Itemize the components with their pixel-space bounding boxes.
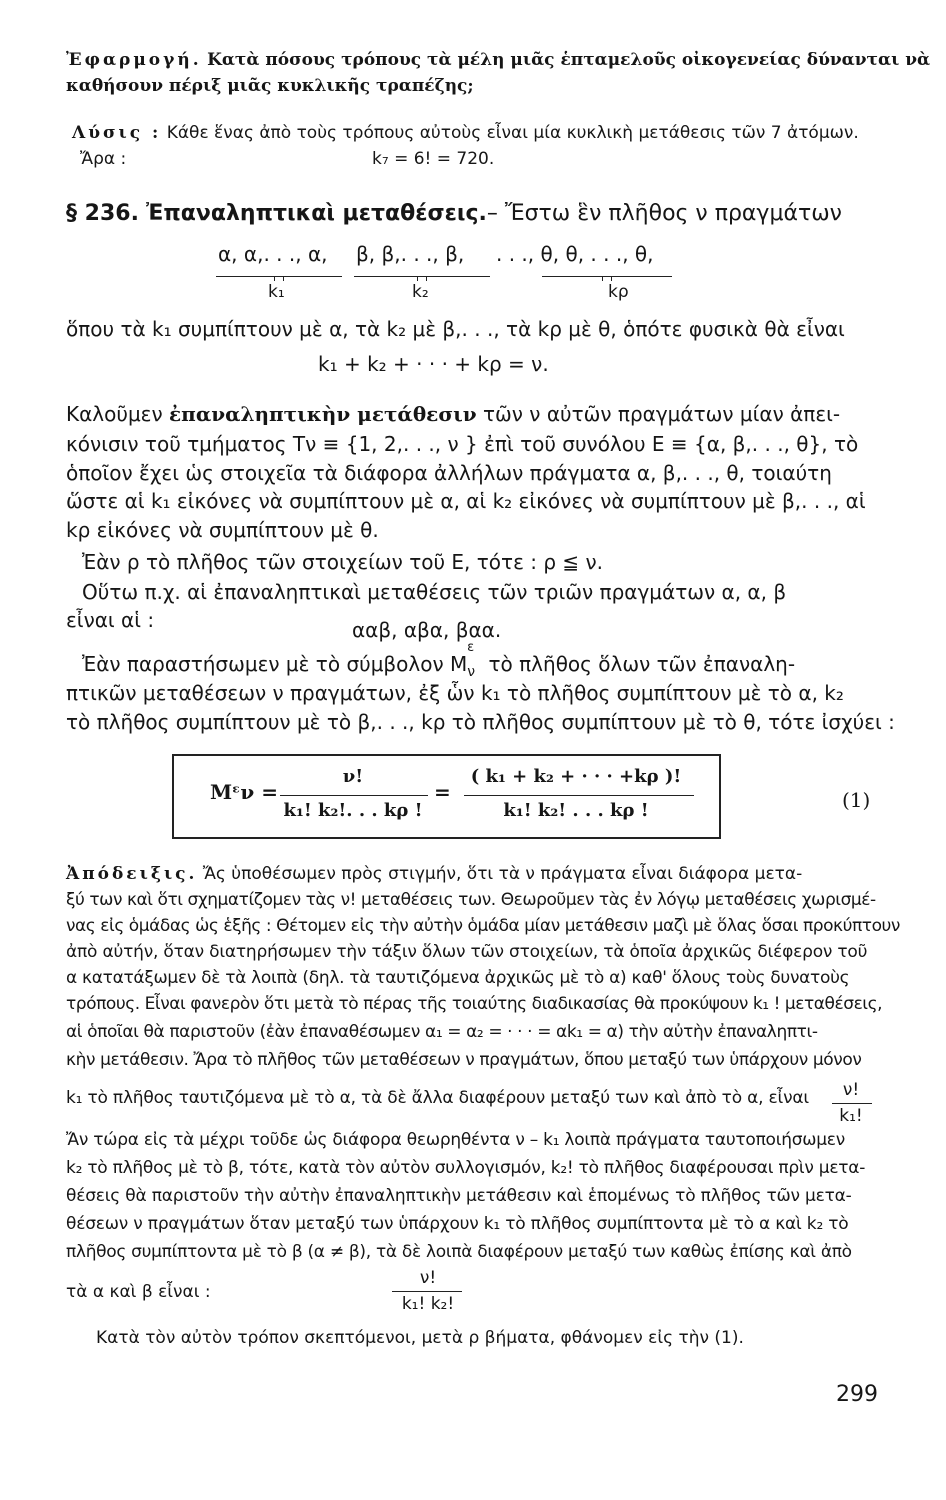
proof-line-3: νας εἰς ὁμάδας ὡς ἑξῆς : Θέτομεν εἰς τὴν αὐτὴν ὁμάδα μίαν μετάθεσιν μαζὶ μὲ ὅλας ὅσαι προκύπτουν <box>66 916 900 936</box>
symbol-line-3: τὸ πλῆθος συμπίπτουν μὲ τὸ β,. . ., kρ τὸ πλῆθος συμπίπτουν μὲ τὸ θ, τότε ἰσχύει : <box>66 710 895 734</box>
proof-text-1: Ἄς ὑποθέσωμεν πρὸς στιγμήν, ὅτι τὰ ν πράγματα εἶναι διάφορα μετα- <box>202 864 803 884</box>
solution-ara: Ἄρα : <box>80 149 127 169</box>
proof-fraction-2-bar <box>392 1291 462 1292</box>
symbol-line-2: πτικῶν μεταθέσεων ν πραγμάτων, ἐξ ὧν k₁ τὸ πλῆθος συμπίπτουν μὲ τὸ α, k₂ <box>66 681 844 705</box>
solution-label: Λύσις : <box>72 123 162 143</box>
definition-line-4: ὥστε αἱ k₁ εἰκόνες νὰ συμπίπτουν μὲ α, αἱ k₂ εἰκόνες νὰ συμπίπτουν μὲ β,. . ., αἱ <box>66 489 866 513</box>
proof-fraction-2-denominator: k₁! k₂! <box>401 1294 455 1314</box>
proof-line-2: ξύ των καὶ ὅτι σχηματίζομεν τὰς ν! μεταθέσεις των. Θεωροῦμεν τὰς ἐν λόγῳ μεταθέσεις χωρισμέ- <box>66 890 876 910</box>
formula-tag: (1) <box>842 788 871 812</box>
proof-line-15: τὰ α καὶ β εἶναι : <box>66 1282 211 1302</box>
formula-fraction-bar-2 <box>464 795 694 796</box>
proof-line-6: τρόπους. Εἶναι φανερὸν ὅτι μετὰ τὸ πέρας τῆς τοιαύτης διαδικασίας θὰ προκύψουν k₁ ! μεταθέσεις, <box>66 994 883 1014</box>
group-1-count: k₁ <box>268 282 285 302</box>
proof-fraction-1-bar <box>832 1103 872 1104</box>
proof-label: Ἀπόδειξις. <box>66 864 198 884</box>
application-text-1: Κατὰ πόσους τρόπους τὰ μέλη μιᾶς ἑπταμελοῦς οἰκογενείας δύνανται νὰ <box>207 50 931 70</box>
section-intro: – Ἔστω ἓν πλῆθος ν πραγμάτων <box>486 201 842 226</box>
proof-line-1 <box>66 864 802 884</box>
group-2-elements: β, β,. . ., β, <box>356 242 465 266</box>
underbrace-1 <box>216 270 342 277</box>
body-rho-line: Ἐὰν ρ τὸ πλῆθος τῶν στοιχείων τοῦ E, τότε : ρ ≦ ν. <box>82 550 604 574</box>
proof-line-4: ἀπὸ αὐτήν, ὅταν διατηρήσωμεν τὴν τάξιν ὅλων τῶν στοιχείων, τὰ ὁποῖα ἀρχικῶς διέφερον τοῦ <box>66 942 868 962</box>
formula-fraction-bar-1 <box>280 795 428 796</box>
proof-line-12: θέσεις θὰ παριστοῦν τὴν αὐτὴν ἐπαναληπτικὴν μετάθεσιν καὶ ἑπομένως τὸ πλῆθος τῶν μετα- <box>66 1186 852 1206</box>
proof-line-8: κὴν μετάθεσιν. Ἄρα τὸ πλῆθος τῶν μεταθέσεων ν πραγμάτων, ὅπου μεταξύ των ὑπάρχουν μόνον <box>66 1050 862 1070</box>
definition-line-5: kρ εἰκόνες νὰ συμπίπτουν μὲ θ. <box>66 518 379 542</box>
proof-line-7: αἱ ὁποῖαι θὰ παριστοῦν (ἐὰν ἐπαναθέσωμεν α₁ = α₂ = · · · = αk₁ = α) τὴν αὐτὴν ἐπαναληπτι- <box>66 1022 818 1042</box>
proof-fraction-2-numerator: ν! <box>419 1268 437 1288</box>
proof-line-11: k₂ τὸ πλῆθος μὲ τὸ β, τότε, κατὰ τὸν αὐτὸν συλλογισμόν, k₂! τὸ πλῆθος διαφέρουσαι πρὶν μετα- <box>66 1158 866 1178</box>
definition-line-3: ὁποῖον ἔχει ὡς στοιχεῖα τὰ διάφορα ἀλλήλων πράγματα α, β,. . ., θ, τοιαύτη <box>66 461 832 485</box>
page-number: 299 <box>836 1382 878 1407</box>
section-heading <box>66 201 842 226</box>
group-1-elements: α, α,. . ., α, <box>218 242 328 266</box>
sum-equation: k₁ + k₂ + · · · + kρ = ν. <box>318 352 549 376</box>
symbol-line-b: τὸ πλῆθος ὅλων τῶν ἐπαναλη- <box>488 652 796 676</box>
definition-line-1: Καλοῦμεν ἐπαναληπτικὴν μετάθεσιν τῶν ν αὐτῶν πραγμάτων μίαν ἀπει- <box>66 402 841 426</box>
definition-line-2: κόνισιν τοῦ τμήματος Tν ≡ {1, 2,. . ., ν } ἐπὶ τοῦ συνόλου E ≡ {α, β,. . ., θ}, τὸ <box>66 432 859 456</box>
formula-denominator-2: k₁! k₂! . . . kρ ! <box>503 800 649 821</box>
formula-equals: = <box>434 780 451 804</box>
proof-line-5: α κατατάξωμεν δὲ τὰ λοιπὰ (δηλ. τὰ ταυτιζόμενα ἀρχικῶς μὲ τὸ α) καθ' ὅλους τοὺς δυνατοὺς <box>66 968 850 988</box>
proof-line-13: θέσεων ν πραγμάτων ὅταν μεταξύ των ὑπάρχουν k₁ τὸ πλῆθος συμπίπτοντα μὲ τὸ α καὶ k₂ τὸ <box>66 1214 849 1234</box>
application-line-2: καθήσουν πέριξ μιᾶς κυκλικῆς τραπέζης; <box>66 76 474 96</box>
symbol-line: Ἐὰν παραστήσωμεν μὲ τὸ σύμβολον $M_\nu^\varepsilon$ τὸ πλῆθος ὅλων τῶν ἐπαναλη- <box>82 640 796 680</box>
section-number: § 236. <box>66 201 139 226</box>
formula-lhs: Mᵋν = <box>210 780 278 804</box>
group-3-count: kρ <box>608 282 629 302</box>
formula-numerator-2: ( k₁ + k₂ + · · · +kρ )! <box>470 766 682 787</box>
proof-fraction-1-denominator: k₁! <box>839 1106 863 1126</box>
proof-line-10: Ἄν τώρα εἰς τὰ μέχρι τοῦδε ὡς διάφορα θεωρηθέντα ν – k₁ λοιπὰ πράγματα ταυτοποιήσωμεν <box>66 1130 845 1150</box>
underbrace-3 <box>542 270 672 277</box>
solution-text: Κάθε ἕνας ἀπὸ τοὺς τρόπους αὐτοὺς εἶναι μία κυκλικὴ μετάθεσις τῶν 7 ἀτόμων. <box>166 123 859 143</box>
group-3-elements: . . ., θ, θ, . . ., θ, <box>496 242 654 266</box>
solution-line <box>72 123 859 143</box>
application-label: Ἐφαρμογή. <box>66 50 202 70</box>
proof-line-9: k₁ τὸ πλῆθος ταυτιζόμενα μὲ τὸ α, τὰ δὲ ἄλλα διαφέρουν μεταξύ των καὶ ἀπὸ τὸ α, εἶναι <box>66 1088 809 1108</box>
proof-conclusion: Κατὰ τὸν αὐτὸν τρόπον σκεπτόμενοι, μετὰ ρ βήματα, φθάνομεν εἰς τὴν (1). <box>96 1328 744 1348</box>
solution-result: k₇ = 6! = 720. <box>372 149 495 169</box>
body-line-1: ὅπου τὰ k₁ συμπίπτουν μὲ α, τὰ k₂ μὲ β,. . ., τὰ kρ μὲ θ, ὁπότε φυσικὰ θὰ εἶναι <box>66 317 845 341</box>
example-permutations: ααβ, αβα, βαα. <box>352 618 502 642</box>
symbol-line-a: Ἐὰν παραστήσωμεν μὲ τὸ σύμβολον M <box>82 652 468 676</box>
section-title: Ἐπαναληπτικαὶ μεταθέσεις. <box>145 201 487 226</box>
group-2-count: k₂ <box>412 282 429 302</box>
example-einai: εἶναι αἱ : <box>66 608 155 632</box>
underbrace-2 <box>354 270 490 277</box>
example-line: Οὕτω π.χ. αἱ ἐπαναληπτικαὶ μεταθέσεις τῶν τριῶν πραγμάτων α, α, β <box>82 580 787 604</box>
proof-fraction-1-numerator: ν! <box>842 1080 860 1100</box>
application-line-1 <box>66 50 930 70</box>
formula-denominator-1: k₁! k₂!. . . kρ ! <box>283 800 423 821</box>
formula-numerator-1: ν! <box>342 766 364 787</box>
proof-line-14: πλῆθος συμπίπτοντα μὲ τὸ β (α ≠ β), τὰ δὲ λοιπὰ διαφέρουν μεταξύ των καθὼς ἐπίσης καὶ ἀπὸ <box>66 1242 852 1262</box>
